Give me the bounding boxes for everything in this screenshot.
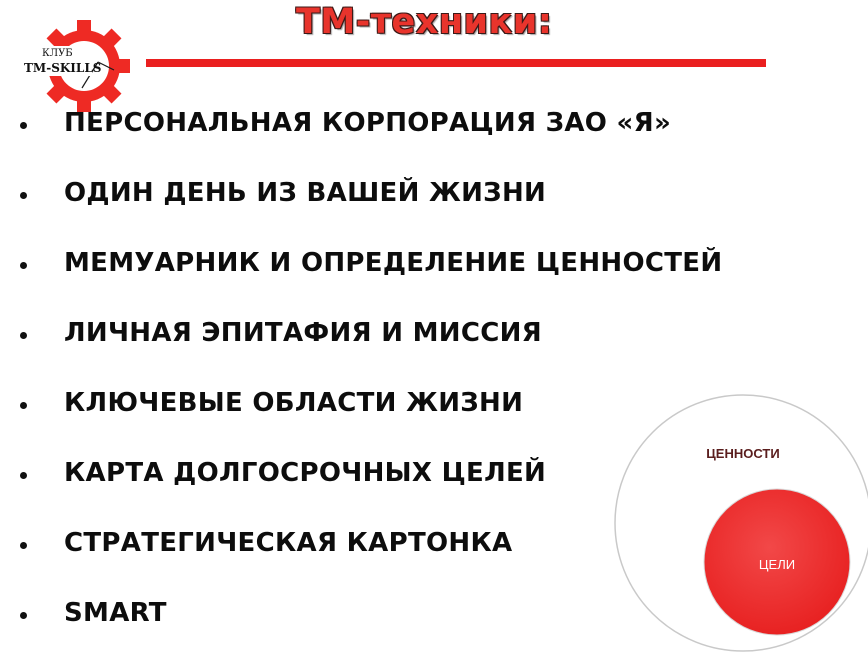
list-item-label: СТРАТЕГИЧЕСКАЯ КАРТОНКА <box>64 528 513 558</box>
bullet-icon <box>20 192 27 199</box>
bullet-icon <box>20 612 27 619</box>
logo-line1: КЛУБ <box>42 48 73 59</box>
bullet-icon <box>20 332 27 339</box>
gear-logo-icon <box>22 20 134 112</box>
list-item <box>0 318 820 388</box>
slide-title: ТМ-техники: <box>296 2 553 42</box>
list-item-label: ПЕРСОНАЛЬНАЯ КОРПОРАЦИЯ ЗАО «Я» <box>64 108 672 138</box>
bullet-icon <box>20 542 27 549</box>
logo-line2: TM-SKILLS <box>24 61 102 75</box>
bullet-icon <box>20 472 27 479</box>
values-label: ЦЕННОСТИ <box>706 446 780 461</box>
list-item-label: ЛИЧНАЯ ЭПИТАФИЯ И МИССИЯ <box>64 318 542 348</box>
bullet-icon <box>20 402 27 409</box>
list-item-label: КЛЮЧЕВЫЕ ОБЛАСТИ ЖИЗНИ <box>64 388 524 418</box>
list-item-label: МЕМУАРНИК И ОПРЕДЕЛЕНИЕ ЦЕННОСТЕЙ <box>64 248 723 278</box>
bullet-icon <box>20 122 27 129</box>
list-item-label: SMART <box>64 598 167 628</box>
list-item-label: ОДИН ДЕНЬ ИЗ ВАШЕЙ ЖИЗНИ <box>64 178 547 208</box>
bullet-icon <box>20 262 27 269</box>
list-item-label: КАРТА ДОЛГОСРОЧНЫХ ЦЕЛЕЙ <box>64 458 547 488</box>
values-goals-diagram <box>612 392 868 654</box>
list-item <box>0 248 820 318</box>
club-logo <box>22 20 134 112</box>
list-item <box>0 108 820 178</box>
title-underline <box>146 59 766 67</box>
list-item <box>0 178 820 248</box>
goals-label: ЦЕЛИ <box>758 557 796 572</box>
